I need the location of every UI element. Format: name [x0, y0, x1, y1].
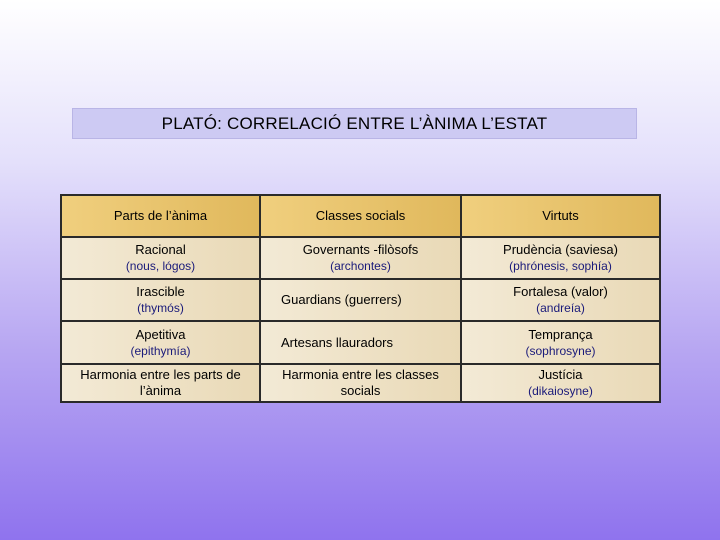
cell-virtue-temperanca: Temprança (sophrosyne)	[462, 322, 659, 363]
cell-class-harmonia: Harmonia entre les classes socials	[261, 365, 460, 401]
cell-class-guardians: Guardians (guerrers)	[261, 280, 460, 320]
cell-part-racional: Racional (nous, lógos)	[62, 238, 259, 278]
cell-part-harmonia: Harmonia entre les parts de l’ànima	[62, 365, 259, 401]
cell-part-apetitiva: Apetitiva (epithymía)	[62, 322, 259, 363]
cell-virtue-fortalesa: Fortalesa (valor) (andreía)	[462, 280, 659, 320]
cell-virtue-justicia: Justícia (dikaiosyne)	[462, 365, 659, 401]
cell-class-artesans: Artesans llauradors	[261, 322, 460, 363]
cell-virtue-prudencia: Prudència (saviesa) (phrónesis, sophía)	[462, 238, 659, 278]
header-parts: Parts de l’ànima	[62, 196, 259, 236]
header-classes: Classes socials	[261, 196, 460, 236]
slide-title: PLATÓ: CORRELACIÓ ENTRE L’ÀNIMA L’ESTAT	[72, 108, 637, 139]
cell-part-irascible: Irascible (thymós)	[62, 280, 259, 320]
correlation-table	[60, 194, 661, 403]
header-virtues: Virtuts	[462, 196, 659, 236]
cell-class-governants: Governants -filòsofs (archontes)	[261, 238, 460, 278]
